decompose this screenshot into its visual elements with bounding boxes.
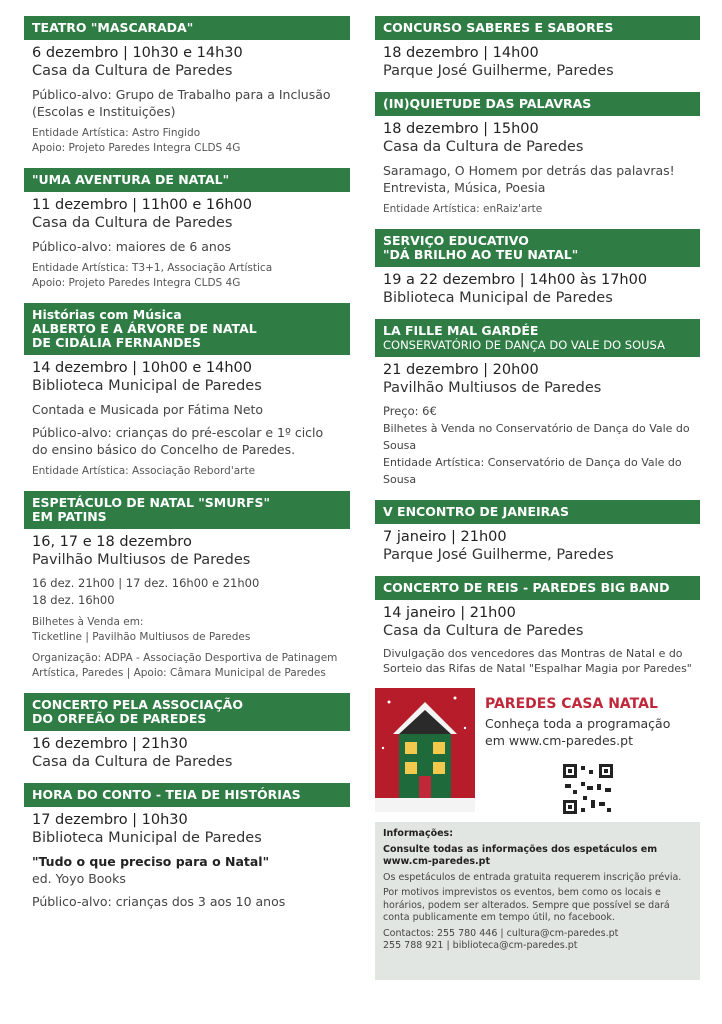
event-venue: Casa da Cultura de Paredes: [32, 754, 233, 770]
event-schedule: 16 dez. 21h00 | 17 dez. 16h00 e 21h00: [32, 576, 260, 590]
event-venue: Parque José Guilherme, Paredes: [383, 547, 614, 563]
event-tickets-where: Ticketline | Pavilhão Multiusos de Paredes: [32, 631, 251, 643]
event-inquietude: [375, 92, 700, 221]
right-column: [375, 16, 700, 980]
event-title-line: "DÁ BRILHO AO TEU NATAL": [383, 247, 579, 262]
event-date: 18 dezembro | 14h00: [383, 45, 539, 61]
event-audience: Público-alvo: Grupo de Trabalho para a Inclusão (Escolas e Instituições): [32, 87, 331, 119]
event-historias-musica: [24, 303, 350, 483]
event-title: HORA DO CONTO - TEIA DE HISTÓRIAS: [24, 783, 350, 807]
event-tickets: Bilhetes à Venda em:: [32, 616, 144, 628]
event-concerto-orfeao: [24, 693, 350, 775]
event-title-subline: CONSERVATÓRIO DE DANÇA DO VALE DO SOUSA: [383, 338, 665, 352]
event-schedule: 18 dez. 16h00: [32, 593, 115, 607]
promo-website[interactable]: em www.cm-paredes.pt: [485, 733, 633, 748]
event-tickets: Bilhetes à Venda no Conservatório de Dança do Vale do Sousa: [383, 422, 690, 452]
christmas-house-illustration: [375, 688, 475, 812]
event-artist: Entidade Artística: Conservatório de Dança do Vale do Sousa: [383, 456, 682, 486]
event-la-fille-mal-gardee: [375, 319, 700, 492]
event-title-line: Histórias com Música: [32, 307, 182, 322]
promo-title: PAREDES CASA NATAL: [485, 696, 658, 712]
event-title: [375, 319, 700, 357]
event-title: TEATRO "MASCARADA": [24, 16, 350, 40]
event-title-line: LA FILLE MAL GARDÉE: [383, 323, 539, 338]
event-title: CONCURSO SABERES E SABORES: [375, 16, 700, 40]
event-teatro-mascarada: [24, 16, 350, 160]
event-book: "Tudo o que preciso para o Natal": [32, 854, 270, 869]
event-venue: Casa da Cultura de Paredes: [32, 215, 233, 231]
event-support: Apoio: Projeto Paredes Integra CLDS 4G: [32, 277, 241, 289]
info-contact: 255 788 921 | biblioteca@cm-paredes.pt: [383, 940, 578, 951]
event-encontro-janeiras: [375, 500, 700, 568]
event-date: 16, 17 e 18 dezembro: [32, 534, 192, 550]
event-venue: Biblioteca Municipal de Paredes: [32, 378, 262, 394]
info-disclaimer: Por motivos imprevistos os eventos, bem como os locais e horários, podem ser alterados. Sempre que possível se dará conta publicamente em tempo útil, no facebook.: [383, 887, 670, 923]
event-artist: Entidade Artística: T3+1, Associação Artística: [32, 262, 273, 274]
event-artist: Entidade Artística: Associação Rebord'arte: [32, 465, 256, 477]
event-title-line: EM PATINS: [32, 509, 107, 524]
event-audience: Público-alvo: crianças do pré-escolar e 1º ciclo do ensino básico do Concelho de Paredes.: [32, 425, 324, 457]
event-description: Saramago, O Homem por detrás das palavras!: [383, 163, 675, 178]
event-venue: Parque José Guilherme, Paredes: [383, 63, 614, 79]
event-title-line: CONCERTO PELA ASSOCIAÇÃO: [32, 697, 243, 712]
qr-code-icon[interactable]: [561, 762, 615, 816]
event-title: (IN)QUIETUDE DAS PALAVRAS: [375, 92, 700, 116]
event-title: [24, 693, 350, 731]
event-title: CONCERTO DE REIS - PAREDES BIG BAND: [375, 576, 700, 600]
event-uma-aventura: [24, 168, 350, 295]
event-title-line: DO ORFEÃO DE PAREDES: [32, 711, 207, 726]
info-website: Consulte todas as informações dos espetáculos em www.cm-paredes.pt: [383, 843, 658, 867]
event-publisher: ed. Yoyo Books: [32, 871, 126, 886]
event-title: V ENCONTRO DE JANEIRAS: [375, 500, 700, 524]
promo-casa-natal: [375, 688, 700, 812]
event-title-line: ESPETÁCULO DE NATAL "SMURFS": [32, 495, 271, 510]
event-venue: Biblioteca Municipal de Paredes: [32, 830, 262, 846]
event-venue: Pavilhão Multiusos de Paredes: [383, 380, 602, 396]
event-smurfs: [24, 491, 350, 685]
event-date: 11 dezembro | 11h00 e 16h00: [32, 197, 252, 213]
event-title: "UMA AVENTURA DE NATAL": [24, 168, 350, 192]
event-date: 14 janeiro | 21h00: [383, 605, 516, 621]
info-heading: Informações:: [383, 828, 454, 839]
info-registration: Os espetáculos de entrada gratuita requerem inscrição prévia.: [383, 871, 682, 883]
event-date: 6 dezembro | 10h30 e 14h30: [32, 45, 243, 61]
event-saberes-sabores: [375, 16, 700, 84]
promo-line: Conheça toda a programação: [485, 716, 671, 731]
event-servico-educativo: [375, 229, 700, 311]
house-icon: [375, 688, 475, 812]
event-concerto-reis: [375, 576, 700, 680]
event-venue: Casa da Cultura de Paredes: [383, 139, 584, 155]
event-date: 18 dezembro | 15h00: [383, 121, 539, 137]
event-audience: Público-alvo: crianças dos 3 aos 10 anos: [32, 894, 286, 909]
event-description: Entrevista, Música, Poesia: [383, 180, 546, 195]
event-date: 21 dezembro | 20h00: [383, 362, 539, 378]
event-narrator: Contada e Musicada por Fátima Neto: [32, 402, 264, 417]
event-title: [24, 491, 350, 529]
event-venue: Casa da Cultura de Paredes: [32, 63, 233, 79]
event-support: Apoio: Projeto Paredes Integra CLDS 4G: [32, 142, 241, 154]
event-organizer: Organização: ADPA - Associação Desportiva de Patinagem Artística, Paredes | Apoio: Câmara Municipal de Paredes: [32, 652, 338, 679]
event-title: [375, 229, 700, 267]
event-title: [24, 303, 350, 355]
info-contact: Contactos: 255 780 446 | cultura@cm-paredes.pt: [383, 927, 619, 939]
event-artist: Entidade Artística: Astro Fingido: [32, 127, 201, 139]
event-date: 17 dezembro | 10h30: [32, 812, 188, 828]
event-date: 14 dezembro | 10h00 e 14h00: [32, 360, 252, 376]
info-box: [375, 822, 700, 980]
event-title-line: SERVIÇO EDUCATIVO: [383, 233, 529, 248]
event-date: 7 janeiro | 21h00: [383, 529, 507, 545]
event-title-line: DE CIDÁLIA FERNANDES: [32, 335, 202, 350]
event-date: 16 dezembro | 21h30: [32, 736, 188, 752]
event-price: Preço: 6€: [383, 404, 437, 418]
event-title-line: ALBERTO E A ÁRVORE DE NATAL: [32, 321, 257, 336]
event-venue: Biblioteca Municipal de Paredes: [383, 290, 613, 306]
event-audience: Público-alvo: maiores de 6 anos: [32, 239, 232, 254]
left-column: [24, 16, 350, 922]
event-date: 19 a 22 dezembro | 14h00 às 17h00: [383, 272, 648, 288]
event-hora-do-conto: [24, 783, 350, 914]
event-description: Divulgação dos vencedores das Montras de Natal e do Sorteio das Rifas de Natal "Espalhar Magia por Paredes": [383, 647, 692, 675]
event-artist: Entidade Artística: enRaiz'arte: [383, 203, 543, 215]
event-venue: Casa da Cultura de Paredes: [383, 623, 584, 639]
event-venue: Pavilhão Multiusos de Paredes: [32, 552, 251, 568]
